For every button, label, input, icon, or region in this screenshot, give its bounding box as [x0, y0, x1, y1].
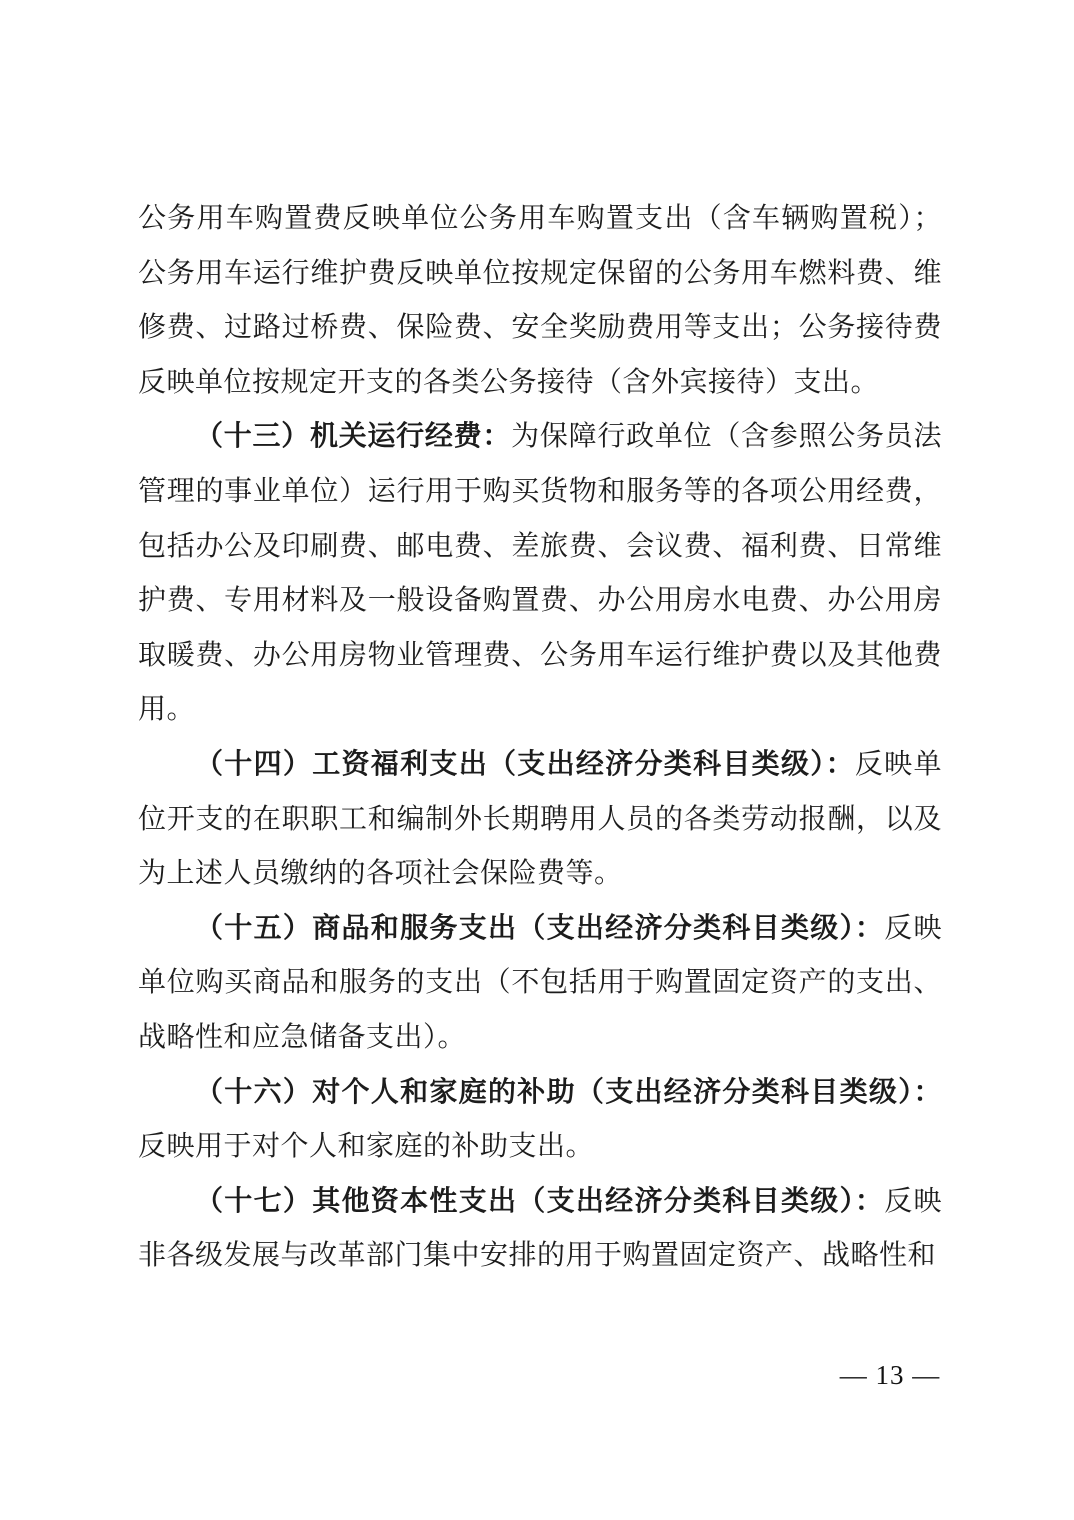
text-line: [138, 793, 942, 848]
paragraph-heading-text: （十四）工资福利支出（支出经济分类科目类级）：: [195, 748, 855, 780]
paragraph-body-text: 反映: [884, 912, 942, 944]
paragraph-body-text: 用。: [138, 694, 196, 726]
paragraph-heading-text: （十六）对个人和家庭的补助（支出经济分类科目类级）：: [195, 1076, 942, 1108]
text-line: [138, 520, 942, 575]
text-line: [138, 738, 942, 793]
text-line: [138, 301, 942, 356]
paragraph-body-text: 位开支的在职职工和编制外长期聘用人员的各类劳动报酬，以及: [138, 803, 942, 835]
paragraph-body-text: 非各级发展与改革部门集中安排的用于购置固定资产、战略性和: [138, 1240, 937, 1272]
paragraph-heading-text: （十七）其他资本性支出（支出经济分类科目类级）：: [195, 1185, 885, 1217]
paragraph-heading-text: （十三）机关运行经费：: [195, 421, 512, 453]
paragraph-body-text: 单位购买商品和服务的支出（不包括用于购置固定资产的支出、: [138, 967, 942, 999]
paragraph-body-text: 管理的事业单位）运行用于购买货物和服务等的各项公用经费，: [138, 475, 942, 507]
text-line: [138, 1066, 942, 1121]
text-line: [138, 629, 942, 684]
document-body: [138, 192, 942, 1284]
text-line: [138, 956, 942, 1011]
paragraph-body-text: 公务用车购置费反映单位公务用车购置支出（含车辆购置税）；: [138, 203, 942, 234]
paragraph-body-text: 反映用于对个人和家庭的补助支出。: [138, 1131, 595, 1163]
paragraph-body-text: 修费、过路过桥费、保险费、安全奖励费用等支出；公务接待费: [138, 312, 942, 344]
page-number: — 13 —: [839, 1360, 941, 1390]
text-line: [138, 1011, 942, 1066]
text-line: [138, 1229, 942, 1284]
paragraph-body-text: 为上述人员缴纳的各项社会保险费等。: [138, 858, 623, 890]
text-line: [138, 192, 942, 247]
text-line: [138, 465, 942, 520]
paragraph-body-text: 公务用车运行维护费反映单位按规定保留的公务用车燃料费、维: [138, 257, 942, 289]
text-line: [138, 356, 942, 411]
text-line: [138, 410, 942, 465]
text-line: [138, 1175, 942, 1230]
text-line: [138, 574, 942, 629]
paragraph-body-text: 战略性和应急储备支出）。: [138, 1021, 467, 1053]
text-line: [138, 247, 942, 302]
paragraph-body-text: 护费、专用材料及一般设备购置费、办公用房水电费、办公用房: [138, 585, 942, 617]
paragraph-body-text: 反映单: [854, 748, 942, 780]
paragraph-body-text: 为保障行政单位（含参照公务员法: [511, 421, 942, 453]
text-line: [138, 1120, 942, 1175]
text-line: [138, 847, 942, 902]
paragraph-body-text: 反映: [884, 1185, 942, 1217]
paragraph-heading-text: （十五）商品和服务支出（支出经济分类科目类级）：: [195, 912, 885, 944]
paragraph-body-text: 反映单位按规定开支的各类公务接待（含外宾接待）支出。: [138, 366, 880, 398]
paragraph-body-text: 包括办公及印刷费、邮电费、差旅费、会议费、福利费、日常维: [138, 530, 942, 562]
paragraph-body-text: 取暖费、办公用房物业管理费、公务用车运行维护费以及其他费: [138, 639, 942, 671]
text-line: [138, 683, 942, 738]
text-line: [138, 902, 942, 957]
